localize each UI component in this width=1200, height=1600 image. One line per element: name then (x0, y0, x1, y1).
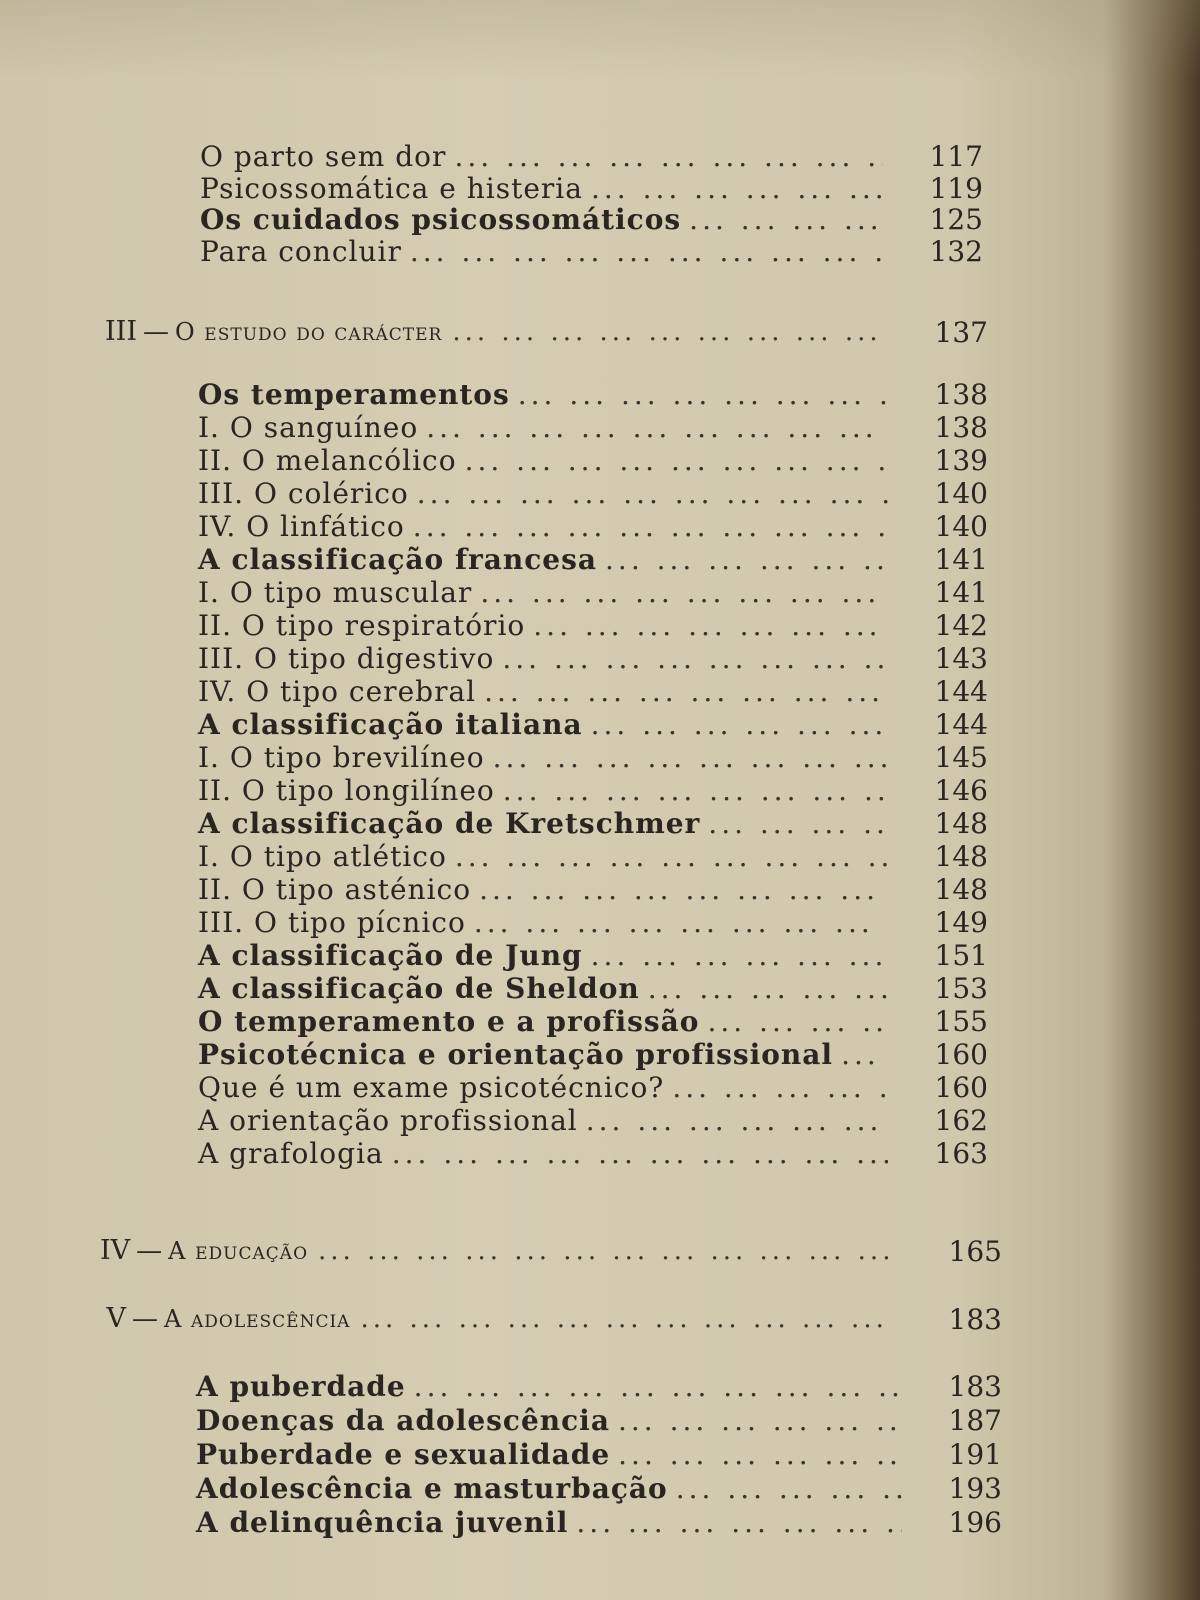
toc-entry-page-number: 117 (929, 140, 983, 173)
toc-entry-label: I. O sanguíneo (198, 411, 419, 444)
dot-leader (485, 741, 888, 774)
toc-entry (196, 1404, 902, 1438)
toc-entry (196, 1472, 902, 1506)
toc-entry (198, 510, 888, 544)
toc-entry (198, 609, 888, 643)
toc-entry-label: O parto sem dor (200, 140, 447, 173)
toc-entry (198, 972, 888, 1006)
dot-leader (494, 642, 888, 675)
toc-entry-page-number: 138 (934, 378, 988, 411)
dot-leader (583, 939, 888, 972)
toc-entry-label: IV. O linfático (198, 510, 405, 543)
toc-entry-page-number: 163 (934, 1137, 988, 1170)
dot-leader (610, 1404, 902, 1437)
toc-entry-page-number: 187 (948, 1404, 1002, 1437)
dot-leader (418, 411, 888, 444)
toc-entry (200, 203, 883, 237)
toc-entry-label: A classificação de Sheldon (198, 972, 640, 1005)
toc-entry-label: A classificação italiana (198, 708, 583, 741)
toc-entry (198, 1137, 888, 1171)
dot-leader (668, 1472, 902, 1505)
toc-entry-label: II. O melancólico (198, 444, 457, 477)
dot-leader (409, 477, 888, 510)
toc-entry-page-number: 141 (934, 543, 988, 576)
toc-entry-label: Puberdade e sexualidade (196, 1438, 611, 1471)
toc-entry-label: Psicotécnica e orientação profissional (198, 1038, 834, 1071)
toc-entry (198, 906, 888, 940)
dot-leader (583, 708, 888, 741)
chapter-number: III (105, 316, 137, 347)
toc-entry-page-number: 144 (934, 708, 988, 741)
toc-entry (198, 576, 888, 610)
chapter-dash: — (136, 1236, 163, 1266)
dot-leader (833, 1038, 888, 1071)
toc-entry-page-number: 153 (934, 972, 988, 1005)
dot-leader (681, 203, 883, 236)
toc-entry-page-number: 155 (934, 1005, 988, 1038)
toc-entry (198, 708, 888, 742)
toc-entry-page-number: 162 (934, 1104, 988, 1137)
toc-entry (198, 1038, 888, 1072)
toc-entry (198, 873, 888, 907)
dot-leader (406, 1370, 902, 1403)
toc-entry-page-number: 148 (934, 807, 988, 840)
toc-entry-label: A orientação profissional (198, 1104, 578, 1137)
chapter-number: IV (100, 1235, 131, 1266)
toc-entry (198, 774, 888, 808)
dot-leader (308, 1236, 900, 1266)
toc-entry-page-number: 145 (934, 741, 988, 774)
toc-entry-page-number: 148 (934, 840, 988, 873)
toc-entry-label: Os temperamentos (198, 378, 510, 411)
toc-entry (198, 939, 888, 973)
dot-leader (664, 1071, 888, 1104)
toc-entry (196, 1506, 902, 1540)
toc-entry-label: I. O tipo muscular (198, 576, 473, 609)
toc-entry-label: III. O tipo pícnico (198, 906, 466, 939)
toc-entry (196, 1370, 902, 1404)
chapter-title: A educação (168, 1237, 309, 1265)
toc-entry-page-number: 149 (934, 906, 988, 939)
toc-entry (200, 140, 883, 174)
chapter-dash: — (143, 317, 169, 347)
dot-leader (402, 235, 883, 268)
toc-entry-label: Os cuidados psicossomáticos (200, 203, 682, 236)
toc-entry-page-number: 143 (934, 642, 988, 675)
toc-entry (198, 807, 888, 841)
toc-entry-label: I. O tipo brevilíneo (198, 741, 485, 774)
dot-leader (471, 873, 888, 906)
dot-leader (446, 140, 883, 173)
toc-entry (200, 172, 883, 206)
toc-entry-label: Que é um exame psicotécnico? (198, 1071, 665, 1104)
toc-entry (198, 675, 888, 709)
toc-entry-label: O temperamento e a profissão (198, 1005, 700, 1038)
toc-entry-page-number: 140 (934, 477, 988, 510)
dot-leader (578, 1104, 888, 1137)
dot-leader (405, 510, 888, 543)
toc-entry-page-number: 148 (934, 873, 988, 906)
toc-entry-page-number: 160 (934, 1038, 988, 1071)
dot-leader (476, 675, 888, 708)
toc-entry-label: A classificação francesa (198, 543, 598, 576)
chapter-heading-iv (100, 1235, 900, 1271)
toc-entry (198, 642, 888, 676)
toc-entry (196, 1438, 902, 1472)
dot-leader (442, 317, 895, 347)
toc-entry-page-number: 151 (934, 939, 988, 972)
toc-entry-page-number: 193 (948, 1472, 1002, 1505)
dot-leader (700, 807, 888, 840)
toc-entry (198, 543, 888, 577)
toc-entry-label: II. O tipo longilíneo (198, 774, 495, 807)
toc-entry-page-number: 125 (929, 203, 983, 236)
toc-entry-label: A classificação de Kretschmer (198, 807, 701, 840)
dot-leader (525, 609, 888, 642)
dot-leader (447, 840, 888, 873)
toc-entry (198, 741, 888, 775)
toc-entry-page-number: 144 (934, 675, 988, 708)
toc-entry-page-number: 139 (934, 444, 988, 477)
toc-entry-page-number: 146 (934, 774, 988, 807)
toc-entry-page-number: 119 (929, 172, 983, 205)
toc-entry-page-number: 196 (948, 1506, 1002, 1539)
toc-entry (198, 444, 888, 478)
toc-entry-label: IV. O tipo cerebral (198, 675, 477, 708)
toc-entry-page-number: 160 (934, 1071, 988, 1104)
dot-leader (640, 972, 888, 1005)
toc-entry-page-number: 142 (934, 609, 988, 642)
toc-entry-page-number: 183 (948, 1370, 1002, 1403)
chapter-number: V (106, 1303, 127, 1334)
toc-entry (198, 1071, 888, 1105)
dot-leader (472, 576, 888, 609)
toc-entry (198, 840, 888, 874)
toc-entry-label: I. O tipo atlético (198, 840, 447, 873)
chapter-heading-v (100, 1303, 900, 1339)
toc-entry (198, 1005, 888, 1039)
toc-entry-label: A delinquência juvenil (196, 1506, 569, 1539)
toc-entry-label: Para concluir (200, 235, 402, 268)
toc-entry-label: A puberdade (196, 1370, 406, 1403)
toc-entry-page-number: 191 (948, 1438, 1002, 1471)
toc-entry-label: Adolescência e masturbação (196, 1472, 668, 1505)
toc-entry-label: A grafologia (198, 1137, 384, 1170)
toc-entry-page-number: 141 (934, 576, 988, 609)
chapter-page-number: 165 (948, 1235, 1002, 1268)
toc-entry (198, 477, 888, 511)
toc-entry-label: Doenças da adolescência (196, 1404, 610, 1437)
chapter-page-number: 137 (934, 316, 988, 349)
chapter-heading-iii (105, 316, 895, 352)
dot-leader (597, 543, 888, 576)
dot-leader (350, 1304, 900, 1334)
toc-entry-page-number: 132 (929, 235, 983, 268)
dot-leader (495, 774, 888, 807)
toc-entry-page-number: 140 (934, 510, 988, 543)
toc-entry-label: II. O tipo asténico (198, 873, 472, 906)
dot-leader (510, 378, 888, 411)
dot-leader (384, 1137, 888, 1170)
toc-entry-label: A classificação de Jung (198, 939, 583, 972)
chapter-title: A adolescência (164, 1305, 351, 1333)
dot-leader (583, 172, 883, 205)
toc-entry-label: III. O tipo digestivo (198, 642, 495, 675)
toc-entry-label: II. O tipo respiratório (198, 609, 526, 642)
dot-leader (466, 906, 888, 939)
dot-leader (699, 1005, 888, 1038)
dot-leader (568, 1506, 902, 1539)
toc-entry (198, 1104, 888, 1138)
toc-entry-page-number: 138 (934, 411, 988, 444)
toc-entry-label: Psicossomática e histeria (200, 172, 583, 205)
chapter-page-number: 183 (948, 1303, 1002, 1336)
chapter-dash: — (132, 1304, 159, 1334)
toc-entry-label: III. O colérico (198, 477, 409, 510)
toc-entry (198, 378, 888, 412)
dot-leader (610, 1438, 902, 1471)
chapter-title: O estudo do carácter (175, 318, 443, 346)
toc-entry (198, 411, 888, 445)
dot-leader (457, 444, 888, 477)
toc-entry (200, 235, 883, 269)
